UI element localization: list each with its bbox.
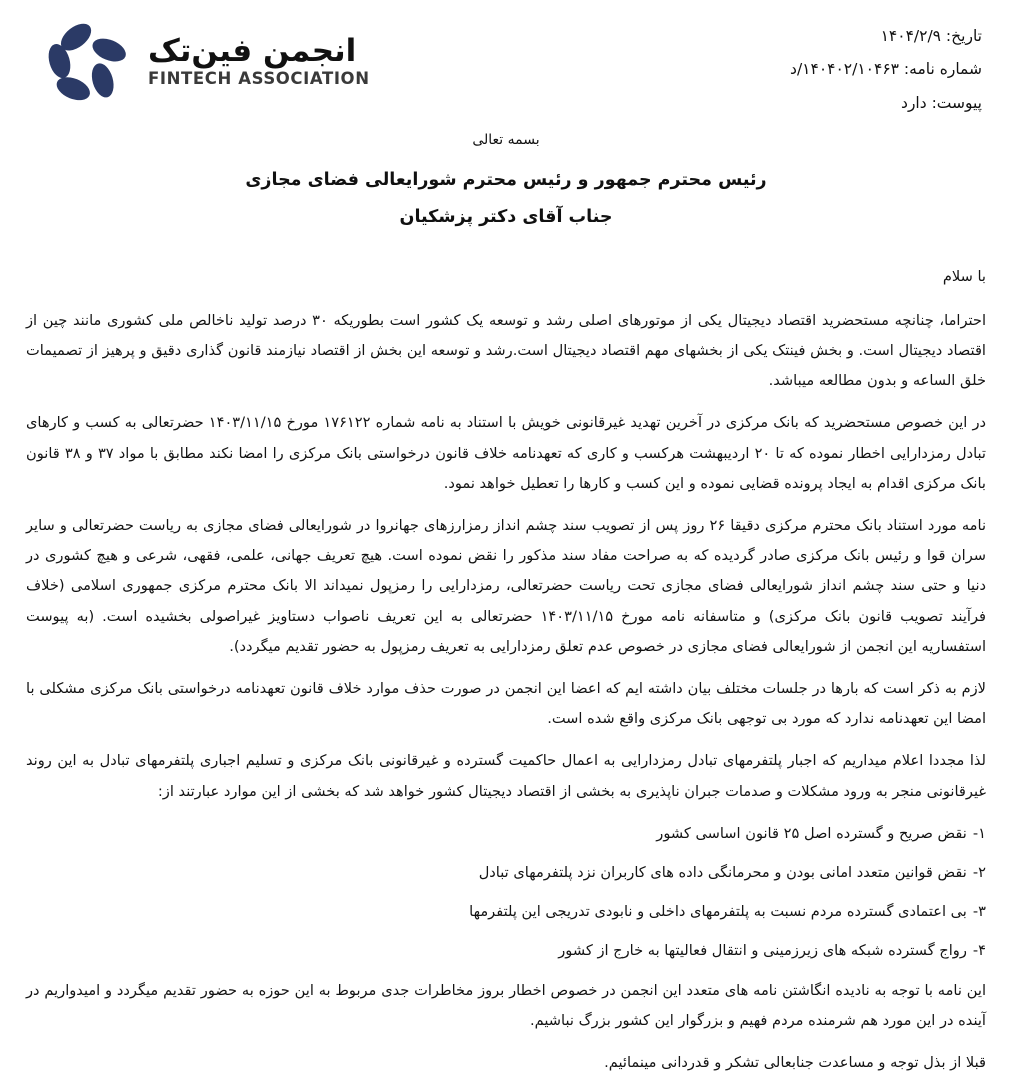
brand-name-en: FINTECH ASSOCIATION (148, 71, 370, 88)
body-paragraph: در این خصوص مستحضرید که بانک مرکزی در آخرین تهدید غیرقانونی خویش با استناد به نامه شماره ۱۷۶۱۲۲ مورخ ۱۴۰۳/۱۱/۱۵ حضرتعالی به کسب و کارهای تبادل رمزدارایی اخطار نموده که تا ۲۰ اردیبهشت هرکسب و کاری که تعهدنامه خلاف قانون درخواستی بانک مرکزی را امضا نکند مطابق با مواد ۳۷ و ۳۸ قانون بانک مرکزی اقدام به ایجاد پرونده قضایی نموده و این کسب و کارها را تعطیل خواهد نمود. (26, 408, 986, 499)
list-item-number: ۱- (973, 825, 986, 842)
list-item-text: رواج گسترده شبکه های زیرزمینی و انتقال فعالیتها به خارج از کشور (558, 942, 967, 959)
list-item-text: نقض قوانین متعدد امانی بودن و محرمانگی داده های کاربران نزد پلتفرمهای تبادل (479, 864, 967, 881)
letterhead (0, 0, 1012, 110)
addressee-line-2: جناب آقای دکتر پزشکیان (0, 199, 1012, 236)
body-paragraph: لازم به ذکر است که بارها در جلسات مختلف بیان داشته ایم که اعضا این انجمن در صورت حذف موارد خلاف قانون تعهدنامه درخواستی بانک مرکزی مشکلی با امضا این تعهدنامه ندارد که مورد بی توجهی بانک مرکزی واقع شده است. (26, 674, 986, 734)
body-paragraph: احتراما، چنانچه مستحضرید اقتصاد دیجیتال یکی از موتورهای اصلی رشد و توسعه یک کشور است بطوریکه ۳۰ درصد تولید ناخالص ملی کشوری مانند چین از اقتصاد دیجیتال است. و بخش فینتک یکی از بخشهای مهم اقتصاد دیجیتال است.رشد و توسعه این بخش از اقتصاد نیازمند قانون گذاری دقیق و پرهیز از تصمیمات خلق الساعه و بدون مطالعه میباشد. (26, 306, 986, 397)
brand-name-fa: انجمن فین‌تک (148, 36, 356, 67)
letter-metadata (722, 10, 982, 120)
addressee-block (0, 162, 1012, 236)
fintech-pinwheel-logo-icon (42, 16, 134, 108)
list-item (26, 936, 986, 965)
signoff-text: قبلا از بذل توجه و مساعدت جنابعالی تشکر و قدردانی مینمائیم. (26, 1048, 986, 1078)
letter-attachment: پیوست: دارد (722, 87, 982, 120)
list-item-number: ۴- (973, 942, 986, 959)
list-item (26, 819, 986, 848)
body-paragraph: لذا مجددا اعلام میداریم که اجبار پلتفرمهای تبادل رمزدارایی به اعمال حاکمیت گسترده و غیرقانونی بانک مرکزی و تسلیم اجباری پلتفرمهای تبادل به این روند غیرقانونی منجر به ورود مشکلات و صدمات جبران ناپذیری به بخشی از اقتصاد دیجیتال کشور خواهد شد که بخشی از این موارد عبارتند از: (26, 746, 986, 806)
organization-logo (30, 10, 370, 108)
brand-text (148, 36, 370, 88)
letter-date: تاریخ: ۱۴۰۴/۲/۹ (722, 20, 982, 53)
letter-body (0, 262, 1012, 1078)
invocation-text: بسمه تعالی (0, 132, 1012, 148)
body-paragraph: نامه مورد استناد بانک محترم مرکزی دقیقا ۲۶ روز پس از تصویب سند چشم انداز رمزارزهای جهانروا در شورایعالی فضای مجازی به ریاست حضرتعالی و سایر سران قوا و رئیس بانک مرکزی صادر گردیده که به صراحت مفاد سند مذکور را نقض نموده است. هیچ تعریف جهانی، علمی، فقهی، شرعی و هیچ کشوری در دنیا و حتی سند چشم انداز شورایعالی فضای مجازی تحت ریاست حضرتعالی، رمزدارایی را رمزپول نمیداند الا بانک محترم مرکزی جمهوری اسلامی (خلاف فرآیند تصویب قانون بانک مرکزی) و متاسفانه نامه مورخ ۱۴۰۳/۱۱/۱۵ حضرتعالی به این تعریف ناصواب دستاویز غیراصولی بخشیده است. (به پیوست استفساریه این انجمن از شورایعالی فضای مجازی در خصوص عدم تعلق رمزدارایی به تعریف رمزپول به حضور تقدیم میگردد). (26, 511, 986, 662)
list-item-text: بی اعتمادی گسترده مردم نسبت به پلتفرمهای داخلی و نابودی تدریجی این پلتفرمها (469, 903, 967, 920)
salutation: با سلام (26, 262, 986, 292)
list-item-text: نقض صریح و گسترده اصل ۲۵ قانون اساسی کشور (656, 825, 967, 842)
numbered-points-list (26, 819, 986, 966)
list-item-number: ۳- (973, 903, 986, 920)
addressee-line-1: رئیس محترم جمهور و رئیس محترم شورایعالی فضای مجازی (0, 162, 1012, 199)
closing-paragraph: این نامه با توجه به نادیده انگاشتن نامه های متعدد این انجمن در خصوص اخطار بروز مخاطرات جدی مربوط به این حوزه به حضور تقدیم میگردد و امیدواریم در آینده در این مورد هم شرمنده مردم فهیم و بزرگوار این کشور بزرگ نباشیم. (26, 976, 986, 1036)
letter-number: شماره نامه: ۱۴۰۴۰۲/۱۰۴۶۳/د (722, 53, 982, 86)
list-item-number: ۲- (973, 864, 986, 881)
list-item (26, 858, 986, 887)
list-item (26, 897, 986, 926)
